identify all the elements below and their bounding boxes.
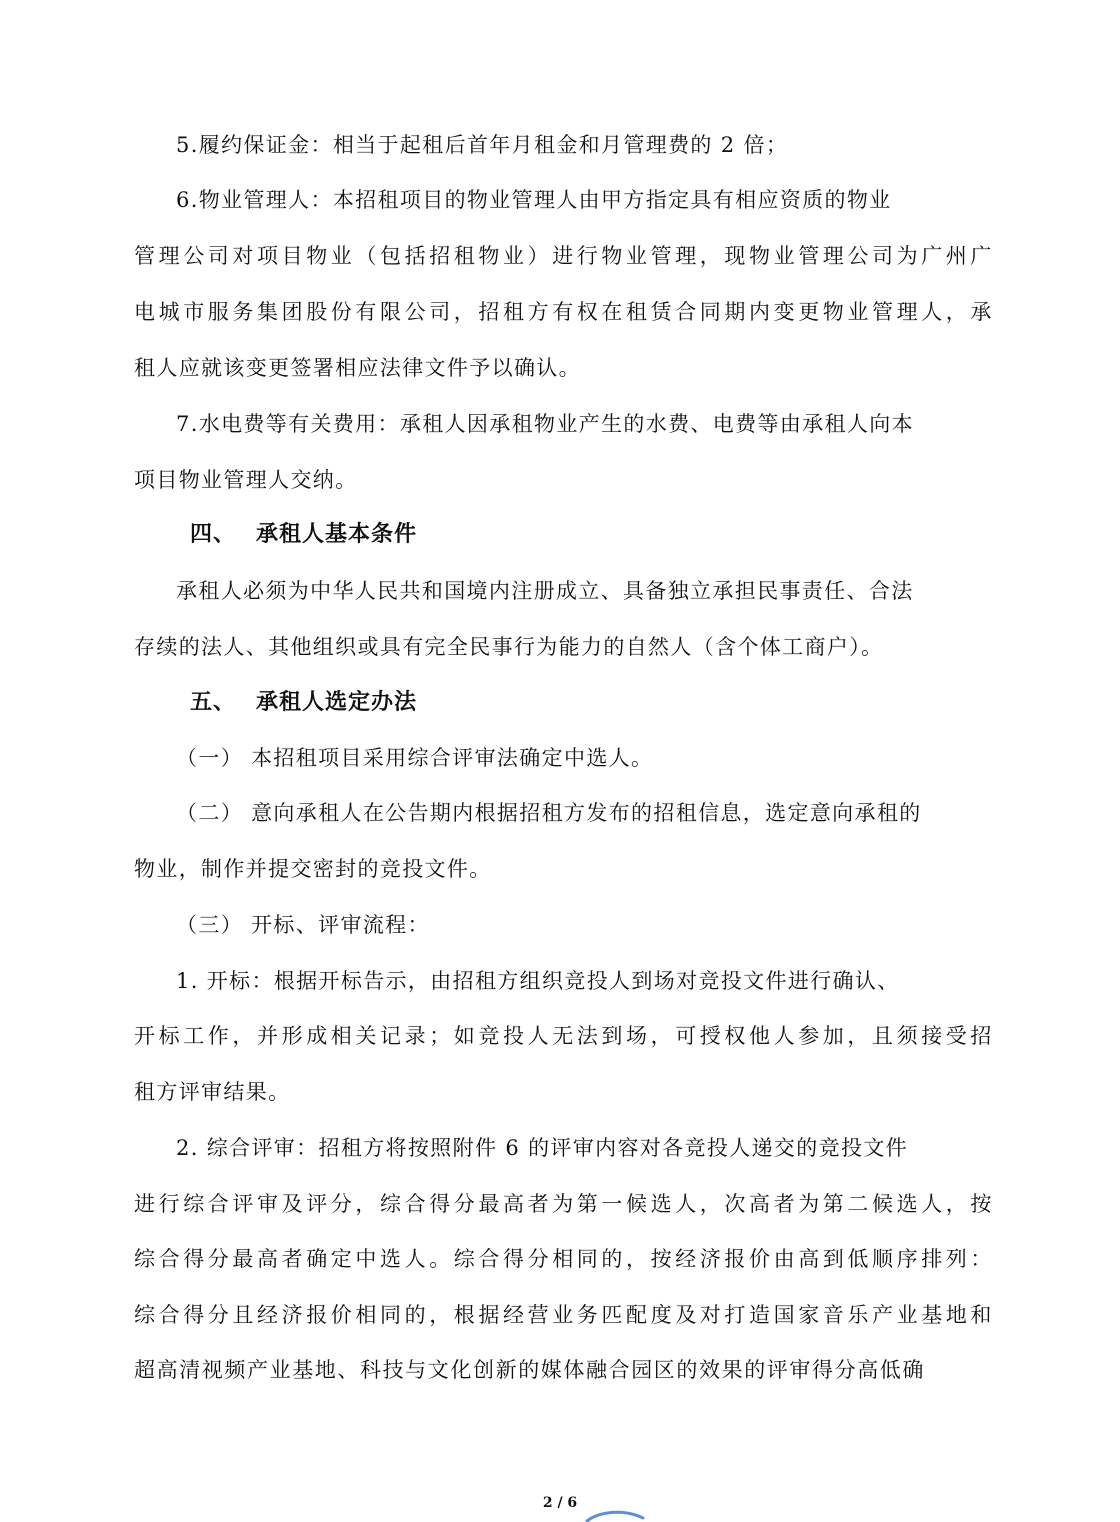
paragraph-line: 承租人必须为中华人民共和国境内注册成立、具备独立承担民事责任、合法 [176, 579, 914, 603]
section-title: 承租人基本条件 [256, 522, 418, 547]
section-number: 四、 [190, 522, 237, 547]
paragraph-line: 租人应就该变更签署相应法律文件予以确认。 [134, 356, 581, 380]
page-number: 2 / 6 [542, 1495, 578, 1511]
paragraph-line: 2. 综合评审：招租方将按照附件 6 的评审内容对各竞投人递交的竞投文件 [176, 1136, 909, 1160]
paragraph-line: 7.水电费等有关费用：承租人因承租物业产生的水费、电费等由承租人向本 [176, 412, 914, 436]
section-heading [190, 520, 417, 550]
paragraph-line: 5.履约保证金：相当于起租后首年月租金和月管理费的 2 倍； [176, 133, 789, 157]
paragraph-line: 6.物业管理人：本招租项目的物业管理人由甲方指定具有相应资质的物业 [176, 188, 892, 212]
paragraph-line: 项目物业管理人交纳。 [134, 468, 358, 492]
paragraph-line: 电城市服务集团股份有限公司，招租方有权在租赁合同期内变更物业管理人，承 [134, 300, 995, 324]
paragraph-line: 综合得分且经济报价相同的，根据经营业务匹配度及对打造国家音乐产业基地和 [134, 1303, 995, 1327]
paragraph-line: （二） 意向承租人在公告期内根据招租方发布的招租信息，选定意向承租的 [176, 801, 922, 825]
section-heading [190, 688, 417, 718]
paragraph-line: （一） 本招租项目采用综合评审法确定中选人。 [176, 746, 654, 770]
paragraph-line: （三） 开标、评审流程： [176, 913, 430, 937]
paragraph-line: 超高清视频产业基地、科技与文化创新的媒体融合园区的效果的评审得分高低确 [134, 1358, 925, 1382]
section-number: 五、 [190, 690, 237, 715]
paragraph-line: 开标工作，并形成相关记录；如竞投人无法到场，可授权他人参加，且须接受招 [134, 1024, 995, 1048]
paragraph-line: 存续的法人、其他组织或具有完全民事行为能力的自然人（含个体工商户）。 [134, 635, 884, 659]
paragraph-line: 管理公司对项目物业（包括招租物业）进行物业管理，现物业管理公司为广州广 [134, 244, 995, 268]
paragraph-line: 租方评审结果。 [134, 1080, 291, 1104]
paragraph-line: 综合得分最高者确定中选人。综合得分相同的，按经济报价由高到低顺序排列： [134, 1247, 995, 1271]
paragraph-line: 物业，制作并提交密封的竞投文件。 [134, 857, 492, 881]
paragraph-line: 1. 开标：根据开标告示，由招租方组织竞投人到场对竞投文件进行确认、 [176, 969, 900, 993]
paragraph-line: 进行综合评审及评分，综合得分最高者为第一候选人，次高者为第二候选人，按 [134, 1192, 995, 1216]
decorative-swoosh-icon [585, 1508, 645, 1522]
section-title: 承租人选定办法 [256, 690, 418, 715]
